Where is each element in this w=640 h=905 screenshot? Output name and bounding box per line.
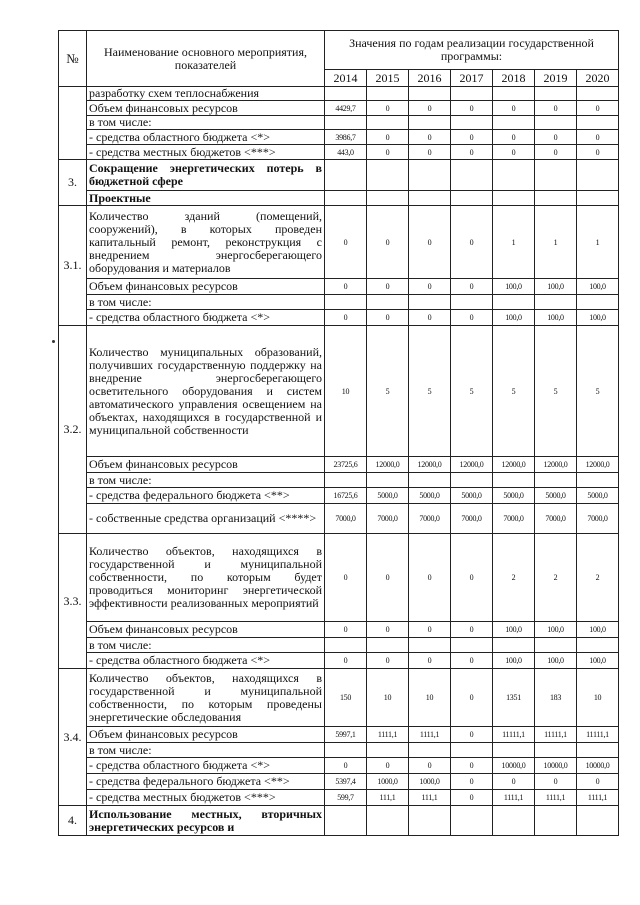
value-cell-2015: 0 xyxy=(367,534,409,622)
value-cell-2015: 0 xyxy=(367,622,409,638)
value-cell-2016 xyxy=(409,160,451,191)
value-cell-2016: 0 xyxy=(409,758,451,774)
value-cell-2019: 2 xyxy=(535,534,577,622)
table-row xyxy=(59,669,619,727)
indicator-name-cell: - средства областного бюджета <*> xyxy=(87,653,325,669)
value-cell-2014 xyxy=(325,473,367,488)
value-cell-2017 xyxy=(451,191,493,206)
value-cell-2018 xyxy=(493,160,535,191)
value-cell-2016: 5000,0 xyxy=(409,488,451,504)
value-cell-2020: 0 xyxy=(577,130,619,145)
table-body xyxy=(59,87,619,836)
value-cell-2017: 7000,0 xyxy=(451,504,493,534)
year-header-cell: 2014 xyxy=(325,70,367,87)
table-row xyxy=(59,87,619,101)
value-cell-2018: 100,0 xyxy=(493,622,535,638)
value-cell-2020: 10 xyxy=(577,669,619,727)
value-cell-2018: 0 xyxy=(493,145,535,160)
value-cell-2015 xyxy=(367,191,409,206)
table-row xyxy=(59,101,619,116)
value-cell-2016 xyxy=(409,473,451,488)
value-cell-2020: 1 xyxy=(577,206,619,279)
value-cell-2017: 0 xyxy=(451,758,493,774)
value-cell-2018: 5 xyxy=(493,326,535,457)
value-cell-2017: 0 xyxy=(451,310,493,326)
indicator-name-cell: Объем финансовых ресурсов xyxy=(87,622,325,638)
value-cell-2019: 11111,1 xyxy=(535,727,577,743)
value-cell-2019: 100,0 xyxy=(535,279,577,295)
value-cell-2017: 0 xyxy=(451,534,493,622)
value-cell-2016: 0 xyxy=(409,310,451,326)
table-row xyxy=(59,758,619,774)
table-row xyxy=(59,638,619,653)
indicator-name-cell: в том числе: xyxy=(87,743,325,758)
value-cell-2019 xyxy=(535,87,577,101)
value-cell-2019: 0 xyxy=(535,145,577,160)
value-cell-2019: 0 xyxy=(535,774,577,790)
value-cell-2017 xyxy=(451,743,493,758)
value-cell-2015: 0 xyxy=(367,145,409,160)
value-cell-2015: 1111,1 xyxy=(367,727,409,743)
value-cell-2020: 12000,0 xyxy=(577,457,619,473)
value-cell-2014: 10 xyxy=(325,326,367,457)
value-cell-2020 xyxy=(577,743,619,758)
row-number-cell: 3.4. xyxy=(59,669,87,806)
value-cell-2017: 0 xyxy=(451,790,493,806)
year-header-cell: 2020 xyxy=(577,70,619,87)
value-cell-2015: 5000,0 xyxy=(367,488,409,504)
column-header-name: Наименование основного мероприятия, показателей xyxy=(87,31,325,87)
indicator-name-cell: Объем финансовых ресурсов xyxy=(87,101,325,116)
indicator-name-cell: Количество объектов, находящихся в государственной и муниципальной собственности, по которым проведены энергетические обследования xyxy=(87,669,325,727)
value-cell-2014 xyxy=(325,160,367,191)
value-cell-2015: 0 xyxy=(367,279,409,295)
value-cell-2017: 0 xyxy=(451,279,493,295)
value-cell-2018 xyxy=(493,87,535,101)
value-cell-2014 xyxy=(325,295,367,310)
row-number-cell: 3.3. xyxy=(59,534,87,669)
indicator-name-cell: - средства местных бюджетов <***> xyxy=(87,145,325,160)
value-cell-2020: 100,0 xyxy=(577,653,619,669)
indicator-name-cell: - средства областного бюджета <*> xyxy=(87,310,325,326)
value-cell-2014: 0 xyxy=(325,622,367,638)
value-cell-2019 xyxy=(535,806,577,836)
indicator-name-cell: - средства местных бюджетов <***> xyxy=(87,790,325,806)
value-cell-2015 xyxy=(367,806,409,836)
value-cell-2017: 0 xyxy=(451,669,493,727)
value-cell-2019: 1111,1 xyxy=(535,790,577,806)
value-cell-2019: 100,0 xyxy=(535,310,577,326)
value-cell-2019: 100,0 xyxy=(535,653,577,669)
value-cell-2015 xyxy=(367,743,409,758)
value-cell-2018: 7000,0 xyxy=(493,504,535,534)
row-number-cell xyxy=(59,87,87,160)
value-cell-2020: 2 xyxy=(577,534,619,622)
value-cell-2020: 11111,1 xyxy=(577,727,619,743)
value-cell-2016: 0 xyxy=(409,101,451,116)
value-cell-2019 xyxy=(535,295,577,310)
value-cell-2017: 12000,0 xyxy=(451,457,493,473)
row-number-cell: 3.1. xyxy=(59,206,87,326)
indicator-name-cell: - средства областного бюджета <*> xyxy=(87,130,325,145)
value-cell-2016 xyxy=(409,806,451,836)
value-cell-2014 xyxy=(325,87,367,101)
value-cell-2019: 0 xyxy=(535,101,577,116)
value-cell-2018 xyxy=(493,743,535,758)
value-cell-2015: 7000,0 xyxy=(367,504,409,534)
indicator-name-cell: Сокращение энергетических потерь в бюджетной сфере xyxy=(87,160,325,191)
value-cell-2015 xyxy=(367,295,409,310)
value-cell-2016: 5 xyxy=(409,326,451,457)
value-cell-2018 xyxy=(493,806,535,836)
value-cell-2017: 0 xyxy=(451,130,493,145)
indicator-name-cell: в том числе: xyxy=(87,473,325,488)
value-cell-2019: 10000,0 xyxy=(535,758,577,774)
value-cell-2017: 0 xyxy=(451,774,493,790)
value-cell-2015: 5 xyxy=(367,326,409,457)
value-cell-2018: 0 xyxy=(493,101,535,116)
value-cell-2019: 12000,0 xyxy=(535,457,577,473)
value-cell-2020 xyxy=(577,160,619,191)
value-cell-2018 xyxy=(493,638,535,653)
row-number-cell: 4. xyxy=(59,806,87,836)
value-cell-2014: 0 xyxy=(325,279,367,295)
value-cell-2014: 0 xyxy=(325,310,367,326)
value-cell-2020: 0 xyxy=(577,145,619,160)
value-cell-2016 xyxy=(409,191,451,206)
indicator-name-cell: Количество муниципальных образований, получивших государственную поддержку на внедрение энергосберегающего осветительного оборудования и систем автоматического управления освещением на объектах, находящихся в государственной и муниципальной собственности xyxy=(87,326,325,457)
value-cell-2018 xyxy=(493,191,535,206)
value-cell-2014: 16725,6 xyxy=(325,488,367,504)
value-cell-2018: 5000,0 xyxy=(493,488,535,504)
indicator-name-cell: - средства областного бюджета <*> xyxy=(87,758,325,774)
value-cell-2014: 0 xyxy=(325,206,367,279)
value-cell-2014 xyxy=(325,806,367,836)
value-cell-2020: 1111,1 xyxy=(577,790,619,806)
value-cell-2019 xyxy=(535,743,577,758)
value-cell-2015: 10 xyxy=(367,669,409,727)
value-cell-2018: 1351 xyxy=(493,669,535,727)
value-cell-2015 xyxy=(367,160,409,191)
table-row xyxy=(59,488,619,504)
value-cell-2020: 10000,0 xyxy=(577,758,619,774)
table-row xyxy=(59,743,619,758)
value-cell-2014 xyxy=(325,191,367,206)
value-cell-2018: 100,0 xyxy=(493,310,535,326)
value-cell-2020 xyxy=(577,806,619,836)
value-cell-2015: 0 xyxy=(367,130,409,145)
value-cell-2018 xyxy=(493,473,535,488)
value-cell-2014 xyxy=(325,116,367,130)
value-cell-2017 xyxy=(451,116,493,130)
value-cell-2018 xyxy=(493,295,535,310)
program-table-sheet xyxy=(58,30,618,836)
table-row xyxy=(59,191,619,206)
value-cell-2017: 0 xyxy=(451,727,493,743)
value-cell-2019: 183 xyxy=(535,669,577,727)
value-cell-2014 xyxy=(325,638,367,653)
column-header-values: Значения по годам реализации государственной программы: xyxy=(325,31,619,70)
margin-mark xyxy=(52,340,55,343)
value-cell-2014: 599,7 xyxy=(325,790,367,806)
value-cell-2018: 1111,1 xyxy=(493,790,535,806)
table-row xyxy=(59,326,619,457)
value-cell-2019: 5000,0 xyxy=(535,488,577,504)
year-header-cell: 2015 xyxy=(367,70,409,87)
value-cell-2020 xyxy=(577,295,619,310)
indicator-name-cell: Объем финансовых ресурсов xyxy=(87,457,325,473)
value-cell-2020: 100,0 xyxy=(577,279,619,295)
indicator-name-cell: - средства федерального бюджета <**> xyxy=(87,774,325,790)
value-cell-2019 xyxy=(535,638,577,653)
value-cell-2015 xyxy=(367,116,409,130)
value-cell-2016: 111,1 xyxy=(409,790,451,806)
value-cell-2016: 0 xyxy=(409,130,451,145)
value-cell-2018: 10000,0 xyxy=(493,758,535,774)
column-header-number: № xyxy=(59,31,87,87)
value-cell-2015: 0 xyxy=(367,653,409,669)
value-cell-2017: 0 xyxy=(451,622,493,638)
value-cell-2016 xyxy=(409,116,451,130)
value-cell-2014: 7000,0 xyxy=(325,504,367,534)
table-row xyxy=(59,279,619,295)
indicator-name-cell: - средства федерального бюджета <**> xyxy=(87,488,325,504)
value-cell-2016: 0 xyxy=(409,622,451,638)
value-cell-2020: 0 xyxy=(577,101,619,116)
value-cell-2018: 1 xyxy=(493,206,535,279)
indicator-name-cell: - собственные средства организаций <****> xyxy=(87,504,325,534)
value-cell-2014: 0 xyxy=(325,653,367,669)
value-cell-2014: 5997,1 xyxy=(325,727,367,743)
value-cell-2016: 0 xyxy=(409,279,451,295)
table-row xyxy=(59,790,619,806)
value-cell-2019: 0 xyxy=(535,130,577,145)
value-cell-2017 xyxy=(451,806,493,836)
indicator-name-cell: Количество объектов, находящихся в государственной и муниципальной собственности, по которым будет проводиться мониторинг энергетической эффективности реализованных мероприятий xyxy=(87,534,325,622)
value-cell-2016: 7000,0 xyxy=(409,504,451,534)
table-row xyxy=(59,534,619,622)
table-row xyxy=(59,806,619,836)
value-cell-2017 xyxy=(451,87,493,101)
value-cell-2014: 150 xyxy=(325,669,367,727)
value-cell-2017 xyxy=(451,473,493,488)
value-cell-2020: 5 xyxy=(577,326,619,457)
value-cell-2014: 23725,6 xyxy=(325,457,367,473)
value-cell-2019 xyxy=(535,160,577,191)
value-cell-2016 xyxy=(409,638,451,653)
value-cell-2014: 443,0 xyxy=(325,145,367,160)
value-cell-2018: 12000,0 xyxy=(493,457,535,473)
value-cell-2014: 3986,7 xyxy=(325,130,367,145)
value-cell-2016: 1111,1 xyxy=(409,727,451,743)
value-cell-2016: 0 xyxy=(409,145,451,160)
table-row xyxy=(59,622,619,638)
value-cell-2019 xyxy=(535,191,577,206)
value-cell-2016: 0 xyxy=(409,534,451,622)
table-row xyxy=(59,116,619,130)
value-cell-2016: 12000,0 xyxy=(409,457,451,473)
value-cell-2015 xyxy=(367,473,409,488)
value-cell-2020 xyxy=(577,473,619,488)
value-cell-2014: 4429,7 xyxy=(325,101,367,116)
value-cell-2020 xyxy=(577,87,619,101)
indicator-name-cell: Объем финансовых ресурсов xyxy=(87,727,325,743)
indicator-name-cell: Объем финансовых ресурсов xyxy=(87,279,325,295)
value-cell-2020 xyxy=(577,191,619,206)
table-row xyxy=(59,504,619,534)
value-cell-2017 xyxy=(451,295,493,310)
table-row xyxy=(59,310,619,326)
value-cell-2018: 100,0 xyxy=(493,279,535,295)
value-cell-2017: 5000,0 xyxy=(451,488,493,504)
table-row xyxy=(59,653,619,669)
value-cell-2020: 5000,0 xyxy=(577,488,619,504)
value-cell-2017: 0 xyxy=(451,206,493,279)
value-cell-2015: 12000,0 xyxy=(367,457,409,473)
value-cell-2020: 7000,0 xyxy=(577,504,619,534)
value-cell-2014: 5397,4 xyxy=(325,774,367,790)
value-cell-2019 xyxy=(535,116,577,130)
indicator-name-cell: в том числе: xyxy=(87,638,325,653)
value-cell-2017: 0 xyxy=(451,145,493,160)
value-cell-2016: 1000,0 xyxy=(409,774,451,790)
value-cell-2020: 100,0 xyxy=(577,622,619,638)
value-cell-2018: 0 xyxy=(493,130,535,145)
value-cell-2016: 10 xyxy=(409,669,451,727)
value-cell-2017: 0 xyxy=(451,653,493,669)
year-header-cell: 2018 xyxy=(493,70,535,87)
value-cell-2020: 0 xyxy=(577,774,619,790)
value-cell-2016 xyxy=(409,87,451,101)
value-cell-2016: 0 xyxy=(409,653,451,669)
value-cell-2017: 0 xyxy=(451,101,493,116)
indicator-name-cell: Количество зданий (помещений, сооружений), в которых проведен капитальный ремонт, реконструкция с внедрением энергосберегающего оборудования и материалов xyxy=(87,206,325,279)
value-cell-2015 xyxy=(367,638,409,653)
value-cell-2017: 5 xyxy=(451,326,493,457)
value-cell-2018: 0 xyxy=(493,774,535,790)
table-row xyxy=(59,160,619,191)
value-cell-2019: 100,0 xyxy=(535,622,577,638)
value-cell-2015: 111,1 xyxy=(367,790,409,806)
value-cell-2014: 0 xyxy=(325,534,367,622)
value-cell-2015: 0 xyxy=(367,101,409,116)
value-cell-2015 xyxy=(367,87,409,101)
value-cell-2016 xyxy=(409,743,451,758)
table-row xyxy=(59,130,619,145)
value-cell-2015: 0 xyxy=(367,310,409,326)
value-cell-2015: 0 xyxy=(367,758,409,774)
indicator-name-cell: в том числе: xyxy=(87,116,325,130)
table-row xyxy=(59,473,619,488)
value-cell-2018 xyxy=(493,116,535,130)
table-row xyxy=(59,457,619,473)
table-row xyxy=(59,295,619,310)
value-cell-2016 xyxy=(409,295,451,310)
value-cell-2020: 100,0 xyxy=(577,310,619,326)
table-row xyxy=(59,727,619,743)
table-row xyxy=(59,145,619,160)
program-indicators-table xyxy=(58,30,619,836)
value-cell-2019: 7000,0 xyxy=(535,504,577,534)
value-cell-2020 xyxy=(577,638,619,653)
value-cell-2017 xyxy=(451,160,493,191)
row-number-cell: 3. xyxy=(59,160,87,206)
value-cell-2018: 2 xyxy=(493,534,535,622)
value-cell-2014 xyxy=(325,743,367,758)
row-number-cell: 3.2. xyxy=(59,326,87,534)
value-cell-2017 xyxy=(451,638,493,653)
year-header-cell: 2019 xyxy=(535,70,577,87)
indicator-name-cell: Проектные xyxy=(87,191,325,206)
value-cell-2018: 100,0 xyxy=(493,653,535,669)
value-cell-2019: 1 xyxy=(535,206,577,279)
year-header-cell: 2016 xyxy=(409,70,451,87)
value-cell-2015: 1000,0 xyxy=(367,774,409,790)
value-cell-2016: 0 xyxy=(409,206,451,279)
year-header-cell: 2017 xyxy=(451,70,493,87)
value-cell-2014: 0 xyxy=(325,758,367,774)
value-cell-2020 xyxy=(577,116,619,130)
value-cell-2019 xyxy=(535,473,577,488)
indicator-name-cell: Использование местных, вторичных энергетических ресурсов и xyxy=(87,806,325,836)
table-row xyxy=(59,774,619,790)
value-cell-2018: 11111,1 xyxy=(493,727,535,743)
indicator-name-cell: разработку схем теплоснабжения xyxy=(87,87,325,101)
value-cell-2015: 0 xyxy=(367,206,409,279)
indicator-name-cell: в том числе: xyxy=(87,295,325,310)
table-row xyxy=(59,206,619,279)
value-cell-2019: 5 xyxy=(535,326,577,457)
